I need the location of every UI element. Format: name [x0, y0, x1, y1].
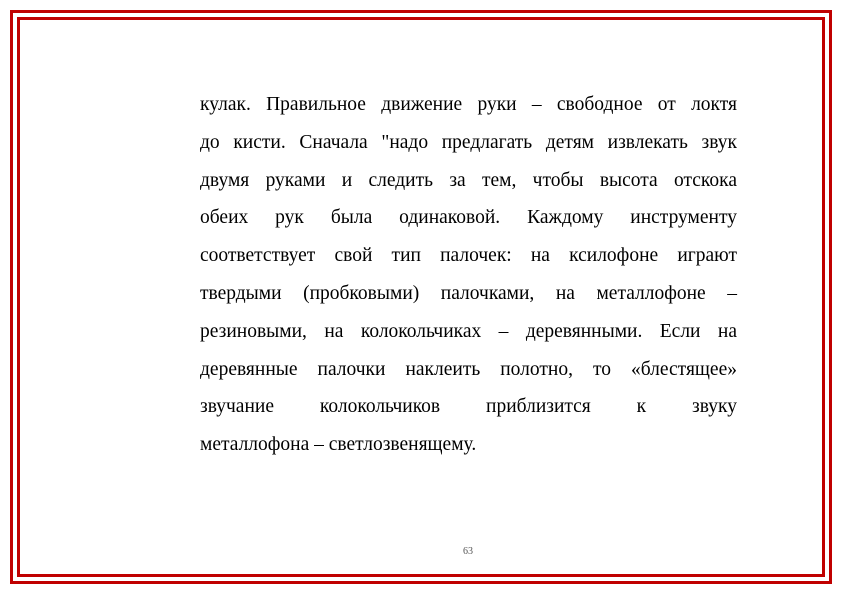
text-line-1: кулак. Правильное движение руки – свободное от локтя — [200, 94, 737, 115]
text-line-2: до кисти. Сначала "надо предлагать детям извлекать звук — [200, 131, 737, 153]
body-text — [200, 86, 737, 464]
page-number: 63 — [463, 546, 473, 557]
text-line-4: обеих рук была одинаковой. Каждому инструменту — [200, 207, 737, 229]
text-line-3: двумя руками и следить за тем, чтобы высота отскока — [200, 169, 737, 191]
text-line-10: металлофона – светлозвенящему. — [200, 434, 477, 456]
text-line-6: твердыми (пробковыми) палочками, на металлофоне – — [200, 282, 737, 304]
text-line-9: звучание колокольчиков приблизится к звуку — [200, 396, 737, 418]
text-line-8: деревянные палочки наклеить полотно, то «блестящее» — [200, 358, 737, 380]
text-line-7: резиновыми, на колокольчиках – деревянными. Если на — [200, 320, 737, 342]
text-line-5: соответствует свой тип палочек: на ксилофоне играют — [200, 245, 737, 267]
